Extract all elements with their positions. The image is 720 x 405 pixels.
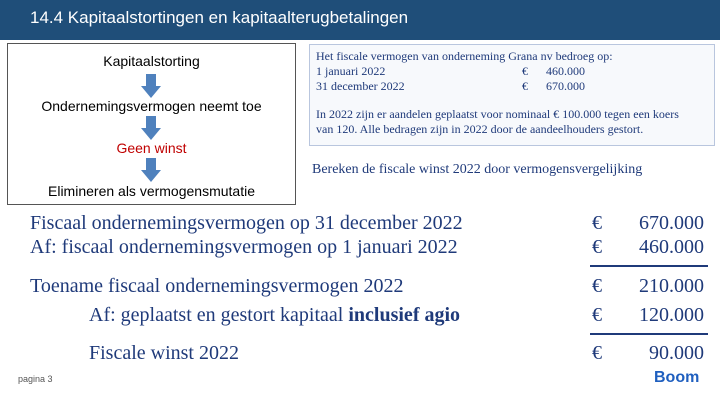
calc-row5-amount: 90.000 <box>649 342 704 364</box>
case-intro: Het fiscale vermogen van onderneming Grana nv bedroeg op: <box>316 49 613 63</box>
case-shares-line1: In 2022 zijn er aandelen geplaatst voor nominaal € 100.000 tegen een koers <box>316 107 679 121</box>
page-number: pagina 3 <box>18 374 53 384</box>
sum-rule <box>590 333 708 335</box>
calc-row2-currency: € <box>592 236 602 258</box>
case-amount-end: 670.000 <box>546 79 585 93</box>
down-arrow-icon <box>141 158 161 182</box>
calc-row2-amount: 460.000 <box>639 236 704 258</box>
case-amount-start: 460.000 <box>546 64 585 78</box>
calc-row4-currency: € <box>592 304 602 326</box>
title-bar <box>0 0 720 40</box>
calc-row3-currency: € <box>592 275 602 297</box>
case-currency: € <box>522 79 528 93</box>
flow-step-kapitaalstorting: Kapitaalstorting <box>103 53 200 69</box>
calc-row2-label: Af: fiscaal ondernemingsvermogen op 1 januari 2022 <box>30 236 458 258</box>
calc-row1-currency: € <box>592 212 602 234</box>
calc-row4-label-a: Af: geplaatst en gestort kapitaal <box>89 304 344 326</box>
calc-row1-amount: 670.000 <box>639 212 704 234</box>
down-arrow-icon <box>141 116 161 140</box>
flow-step-geen-winst: Geen winst <box>116 140 187 156</box>
boom-logo: Boom <box>654 369 700 386</box>
calc-row1-label: Fiscaal ondernemingsvermogen op 31 december 2022 <box>30 212 463 234</box>
calc-row5-label: Fiscale winst 2022 <box>89 342 239 364</box>
calc-row4-label-b: inclusief agio <box>348 304 461 326</box>
calc-row4-amount: 120.000 <box>639 304 704 326</box>
question-text: Bereken de fiscale winst 2022 door vermogensvergelijking <box>312 162 643 177</box>
case-shares-line2: van 120. Alle bedragen zijn in 2022 door de aandeelhouders gestort. <box>316 122 644 136</box>
slide-title: 14.4 Kapitaalstortingen en kapitaalterugbetalingen <box>30 8 409 27</box>
case-date-end: 31 december 2022 <box>316 79 405 93</box>
case-currency: € <box>522 64 528 78</box>
case-panel <box>309 44 715 146</box>
down-arrow-icon <box>141 74 161 98</box>
flow-step-elimineren: Elimineren als vermogensmutatie <box>48 183 255 199</box>
calc-row3-label: Toename fiscaal ondernemingsvermogen 2022 <box>30 275 404 297</box>
calc-row5-currency: € <box>592 342 602 364</box>
sum-rule <box>590 265 708 267</box>
flow-diagram <box>7 43 296 205</box>
flow-step-vermogen: Ondernemingsvermogen neemt toe <box>41 98 262 114</box>
calc-row3-amount: 210.000 <box>639 275 704 297</box>
case-date-start: 1 januari 2022 <box>316 64 386 78</box>
calc-row4-label <box>89 304 460 327</box>
